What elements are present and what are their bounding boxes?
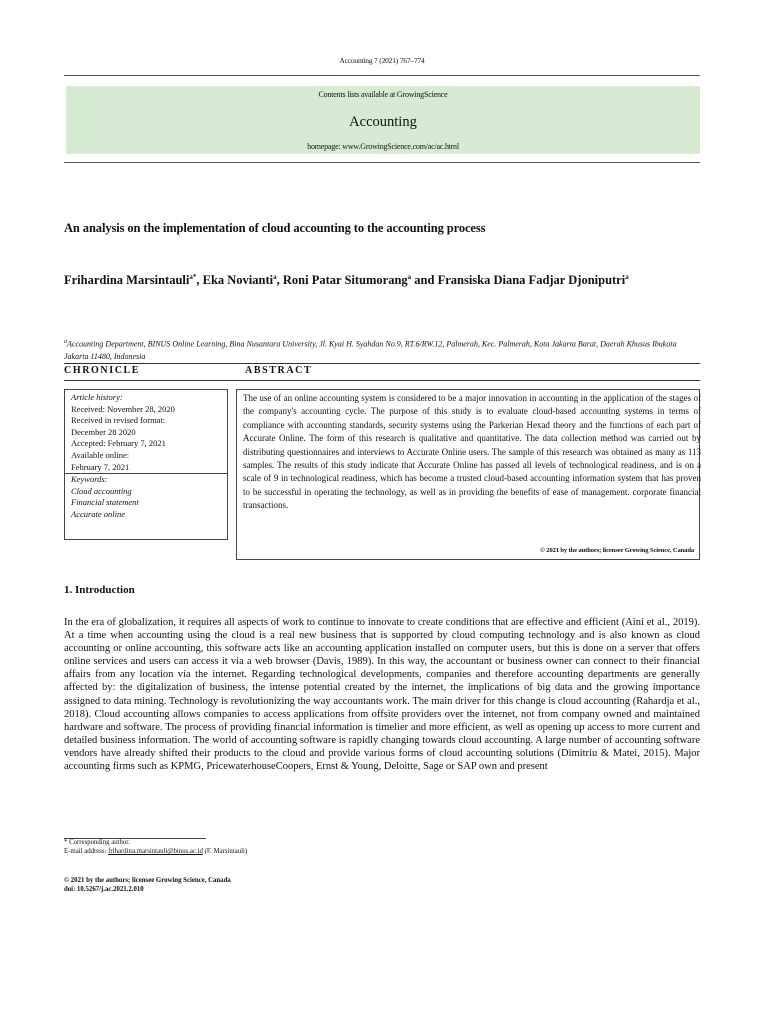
author-name: Eka Novianti xyxy=(202,273,274,288)
banner-rule xyxy=(64,162,700,163)
keywords-label: Keywords: xyxy=(71,474,108,485)
author-affiliation-mark: a xyxy=(407,273,412,281)
section-heading-introduction: 1. Introduction xyxy=(64,584,135,596)
chronicle-rule xyxy=(64,363,700,364)
email-label: E-mail address: xyxy=(64,848,107,855)
journal-contents-note: Contents lists available at GrowingScience xyxy=(318,90,448,99)
history-item: Received: November 28, 2020 xyxy=(71,403,175,414)
author-name: Frihardina Marsintauli xyxy=(64,273,190,288)
running-head: Accounting 7 (2021) 767–774 xyxy=(339,56,425,65)
author-affiliation-mark: a* xyxy=(189,273,197,281)
article-history xyxy=(65,392,227,474)
keyword-item: Accurate online xyxy=(71,508,126,519)
corresponding-author-note: * Corresponding author. xyxy=(64,839,130,846)
article-chronicle-box xyxy=(64,389,228,540)
author-affiliation-mark: a xyxy=(625,273,629,281)
chronicle-heading: CHRONICLE xyxy=(64,365,141,376)
footer-copyright: © 2021 by the authors; licensee Growing Science, Canada xyxy=(64,877,231,884)
history-item: Received in revised format: xyxy=(71,415,166,426)
affiliation-mark: a xyxy=(64,339,67,345)
email-author-name: (F. Marsintauli) xyxy=(204,848,248,855)
email-footnote xyxy=(64,847,247,856)
author-name: Fransiska Diana Fadjar Djoniputri xyxy=(437,273,626,288)
keywords xyxy=(71,474,221,520)
author-affiliation xyxy=(64,336,700,363)
abstract-copyright: © 2021 by the authors; licensee Growing Science, Canada xyxy=(540,547,694,554)
keyword-item: Financial statement xyxy=(71,497,139,508)
chronicle-underline xyxy=(64,380,700,381)
header-rule xyxy=(64,75,700,76)
author-affiliation-mark: a xyxy=(273,273,277,281)
history-item: December 28 2020 xyxy=(71,426,136,437)
introduction-paragraph: In the era of globalization, it requires all aspects of work to continue to innovate to create conditions that are effective and efficient (Aini et al., 2019). At a time when accounting using the cloud is a real new business that is supported by cloud computing technology and is also known as cloud accounting or online accounting, this software acts like an accounting application installed on computer users, but this is done on a server that offers online services and users can access it via a web browser (Davis, 1989). In this way, the accountant or business owner can connect to their financial affairs from any location via the internet. Regarding technological developments, companies and therefore accounting departments are generally affected by: the digitalization of business, the intense potential created by the internet, the implications of big data and the growing importance assigned to data mining. Technology is revolutionizing the way accountants work. The main driver for this change is cloud accounting (Rahardja et al., 2018). Cloud accounting allows companies to access applications from offsite providers over the internet, not from company owned and maintained hardware and software. The process of providing financial information is timelier and more efficient, as well as opening up access to more current and detailed business information. The world of accounting software is rapidly changing towards cloud accounting. A large number of accounting software vendors have already shifted their products to the cloud and provide various forms of cloud accounting solutions (Dimitriu & Matei, 2015). Major accounting firms such as KPMG, PricewaterhouseCoopers, Ernst & Young, Deloitte, Sage or SAP own and present xyxy=(64,617,700,773)
history-item: February 7, 2021 xyxy=(71,461,130,472)
abstract-box xyxy=(236,389,700,560)
affiliation-text: Accounting Department, BINUS Online Learning, Bina Nusantara University, Jl. Kyai H. Syahdan No.9, RT.6/RW.12, Palmerah, Kec. Palmerah, Kota Jakarta Barat, Daerah Khusus Ibukota Jakarta 11480, Indonesia xyxy=(64,339,677,361)
author-name: Roni Patar Situmorang xyxy=(282,273,408,288)
doi[interactable]: doi: 10.5267/j.ac.2021.2.010 xyxy=(64,886,144,893)
author-email-link[interactable]: frihardina.marsintauli@binus.ac.id xyxy=(108,848,203,855)
journal-title: Accounting xyxy=(349,114,417,130)
article-title: An analysis on the implementation of cloud accounting to the accounting process xyxy=(64,221,486,235)
abstract-text: The use of an online accounting system is considered to be a major innovation in accounting in the application of the stages of the company's accounting cycle. The purpose of this study is to evaluate cloud-based accounting systems in terms of compliance with accounting standards, security systems using the Parkerian Hexad theory and the functions of each part of Accurate Online. The form of this research is qualitative and quantitative. The data collection method was carried out by distributing questionnaires and interviews to Accurate Online users. The sample of this research was obtained as many as 113 samples. The results of this study indicate that Accurate Online has passed all levels of technological readiness, and is on a scale of 9 in technological readiness, which has become a trusted cloud-based accounting information system that has proven to be successful in operating the technology, as well as in providing the benefits of ease of management. corporate financial transactions. xyxy=(243,393,701,511)
keyword-item: Cloud accounting xyxy=(71,485,132,496)
author-list: Frihardina Marsintauli$^{a*}$, Eka Novianti$^a$, Roni Patar Situmorang$^a$ and Fransiska Diana Fadjar Djoniputri$^a$ xyxy=(64,273,629,288)
history-item: Accepted: February 7, 2021 xyxy=(71,438,166,449)
journal-homepage[interactable]: homepage: www.GrowingScience.com/ac/ac.html xyxy=(307,142,459,151)
journal-banner xyxy=(66,86,700,154)
history-label: Article history: xyxy=(71,392,123,402)
abstract-heading: ABSTRACT xyxy=(245,365,313,376)
history-item: Available online: xyxy=(71,449,130,460)
